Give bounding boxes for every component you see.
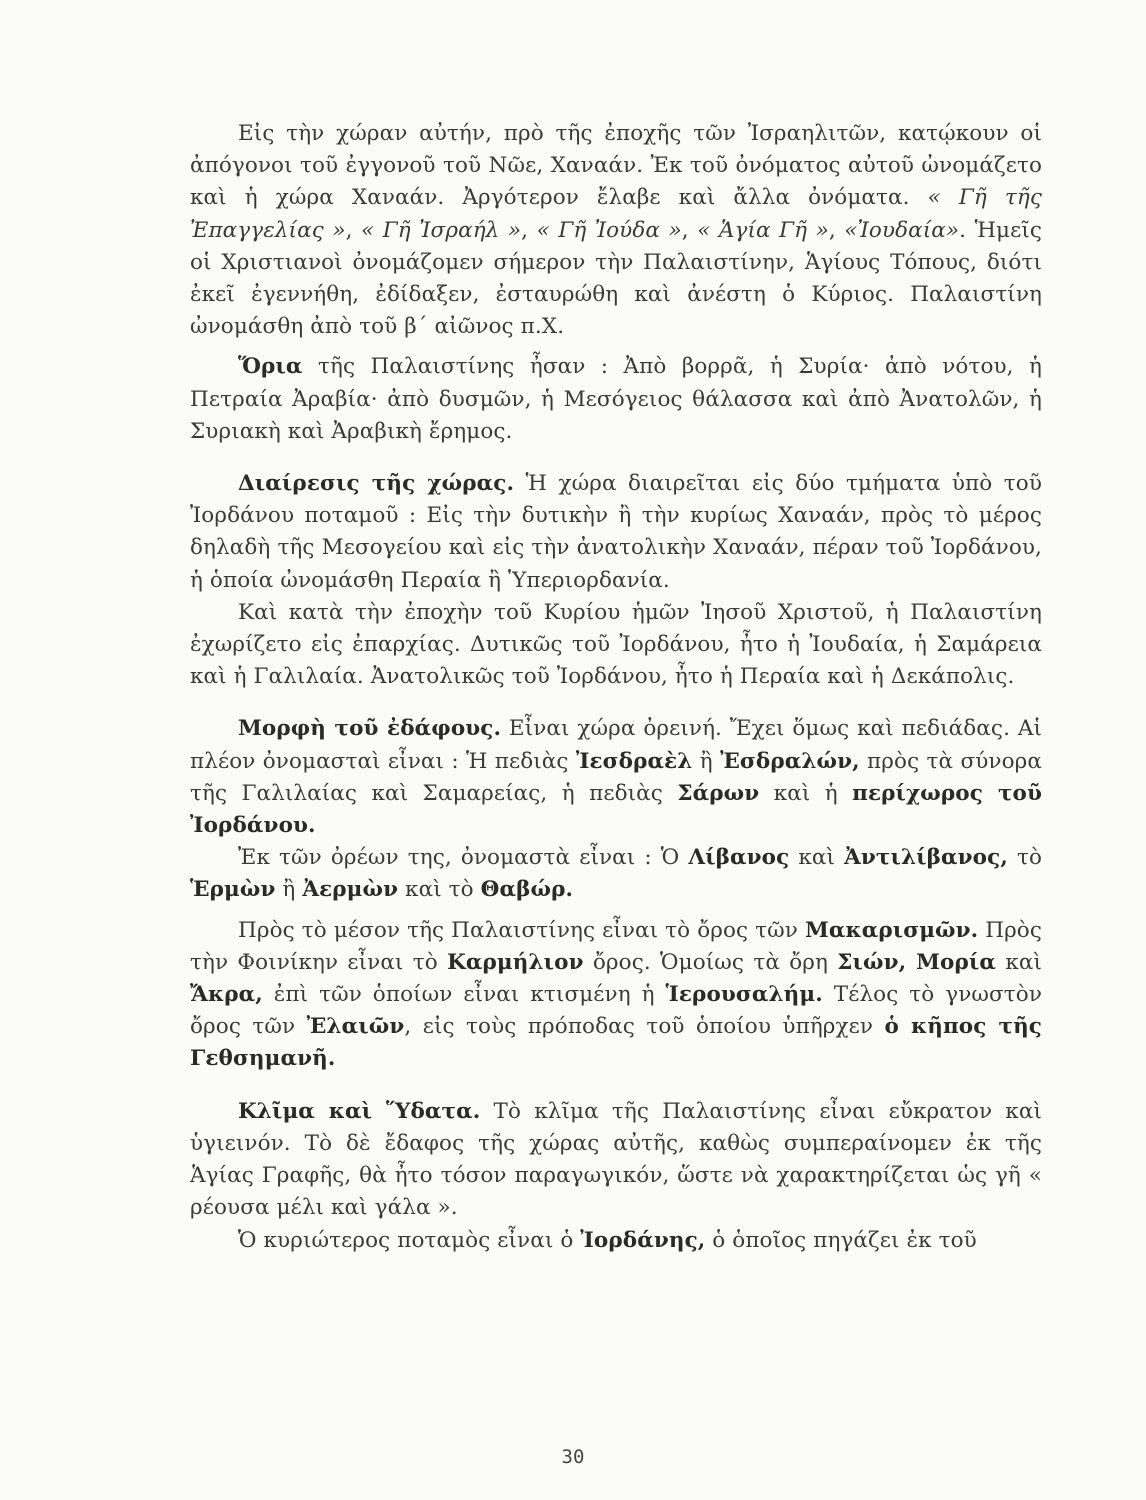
paragraph-division: Διαίρεσις τῆς χώρας. Ἡ χώρα διαιρεῖται εἰς δύο τμήματα ὑπὸ τοῦ Ἰορδάνου ποταμοῦ : Εἰς τὴν δυτικὴν ἢ τὴν κυρίως Χαναάν, πρὸς τὸ μέρος δηλαδὴ τῆς Μεσογείου καὶ εἰς τὴν ἀνατολικὴν Χαναάν, πέραν τοῦ Ἰορδάνου, ἡ ὁποία ὠνομάσθη Περαία ἢ Ὑπεριορδανία. (190, 471, 1042, 593)
paragraph-mountains: Ἐκ τῶν ὀρέων της, ὀνομαστὰ εἶναι : Ὁ Λίβανος καὶ Ἀντιλίβανος, τὸ Ἑρμὼν ἢ Ἀερμὼν καὶ τὸ Θαβώρ. (190, 845, 1042, 903)
section-heading-division: Διαίρεσις τῆς χώρας. (238, 471, 515, 497)
section-heading-terrain: Μορφὴ τοῦ ἐδάφους. (238, 716, 502, 742)
paragraph-provinces: Καὶ κατὰ τὴν ἐποχὴν τοῦ Κυρίου ἡμῶν Ἰησοῦ Χριστοῦ, ἡ Παλαιστίνη ἐχωρίζετο εἰς ἐπαρχίας. Δυτικῶς τοῦ Ἰορδάνου, ἦτο ἡ Ἰουδαία, ἡ Σαμάρεια καὶ ἡ Γαλιλαία. Ἀνατολικῶς τοῦ Ἰορδάνου, ἦτο ἡ Περαία καὶ ἡ Δεκάπολις. (190, 599, 1042, 690)
section-heading-climate: Κλῖμα καὶ Ὕδατα. (238, 1098, 481, 1124)
paragraph-central-mountains: Πρὸς τὸ μέσον τῆς Παλαιστίνης εἶναι τὸ ὄρος τῶν Μακαρισμῶν. Πρὸς τὴν Φοινίκην εἶναι τὸ Καρμήλιον ὄρος. Ὁμοίως τὰ ὄρη Σιών, Μορία καὶ Ἄκρα, ἐπὶ τῶν ὁποίων εἶναι κτισμένη ἡ Ἱερουσαλήμ. Τέλος τὸ γνωστὸν ὄρος τῶν Ἐλαιῶν, εἰς τοὺς πρόποδας τοῦ ὁποίου ὑπῆρχεν ὁ κῆπος τῆς Γεθσημανῆ. (190, 917, 1043, 1072)
paragraph-names-of-land: Εἰς τὴν χώραν αὐτήν, πρὸ τῆς ἐποχῆς τῶν Ἰσραηλιτῶν, κατῴκουν οἱ ἀπόγονοι τοῦ ἐγγονοῦ τοῦ Νῶε, Χαναάν. Ἐκ τοῦ ὀνόματος αὐτοῦ ὠνομάζετο καὶ ἡ χώρα Χαναάν. Ἀργότερον ἔλαβε καὶ ἄλλα ὀνόματα. « Γῆ τῆς Ἐπαγγελίας », « Γῆ Ἰσραήλ », « Γῆ Ἰούδα », « Ἁγία Γῆ », «Ἰουδαία». Ἡμεῖς οἱ Χριστιανοὶ ὀνομάζομεν σήμερον τὴν Παλαιστίνην, Ἁγίους Τόπους, διότι ἐκεῖ ἐγεννήθη, ἐδίδαξεν, ἐσταυρώθη καὶ ἀνέστη ὁ Κύριος. Παλαιστίνη ὠνομάσθη ἀπὸ τοῦ β΄ αἰῶνος π.Χ. (190, 121, 1043, 340)
paragraph-jordan-river: Ὁ κυριώτερος ποταμὸς εἶναι ὁ Ἰορδάνης, ὁ ὁποῖος πηγάζει ἐκ τοῦ (238, 1227, 977, 1253)
paragraph-borders: Ὅρια τῆς Παλαιστίνης ἦσαν : Ἀπὸ βορρᾶ, ἡ Συρία· ἀπὸ νότου, ἡ Πετραία Ἀραβία· ἀπὸ δυσμῶν, ἡ Μεσόγειος θάλασσα καὶ ἀπὸ Ἀνατολῶν, ἡ Συριακὴ καὶ Ἀραβικὴ ἔρημος. (190, 354, 1042, 444)
paragraph-climate: Κλῖμα καὶ Ὕδατα. Τὸ κλῖμα τῆς Παλαιστίνης εἶναι εὔκρατον καὶ ὑγιεινόν. Τὸ δὲ ἔδαφος τῆς χώρας αὐτῆς, καθὼς συμπεραίνομεν ἐκ τῆς Ἁγίας Γραφῆς, θὰ ἦτο τόσον παραγωγικόν, ὥστε νὰ χαρακτηρίζεται ὡς γῆ « ρέουσα μέλι καὶ γάλα ». (190, 1098, 1042, 1221)
page-number: 30 (561, 1446, 585, 1468)
paragraph-terrain: Μορφὴ τοῦ ἐδάφους. Εἶναι χώρα ὀρεινή. Ἔχει ὅμως καὶ πεδιάδας. Αἱ πλέον ὀνομασταὶ εἶναι : Ἡ πεδιὰς Ἰεσδραὲλ ἢ Ἐσδραλών, πρὸς τὰ σύνορα τῆς Γαλιλαίας καὶ Σαμαρείας, ἡ πεδιὰς Σάρων καὶ ἡ περίχωρος τοῦ Ἰορδάνου. (190, 716, 1042, 839)
section-heading-borders: Ὅρια (238, 354, 303, 380)
body-text (190, 118, 1042, 1257)
